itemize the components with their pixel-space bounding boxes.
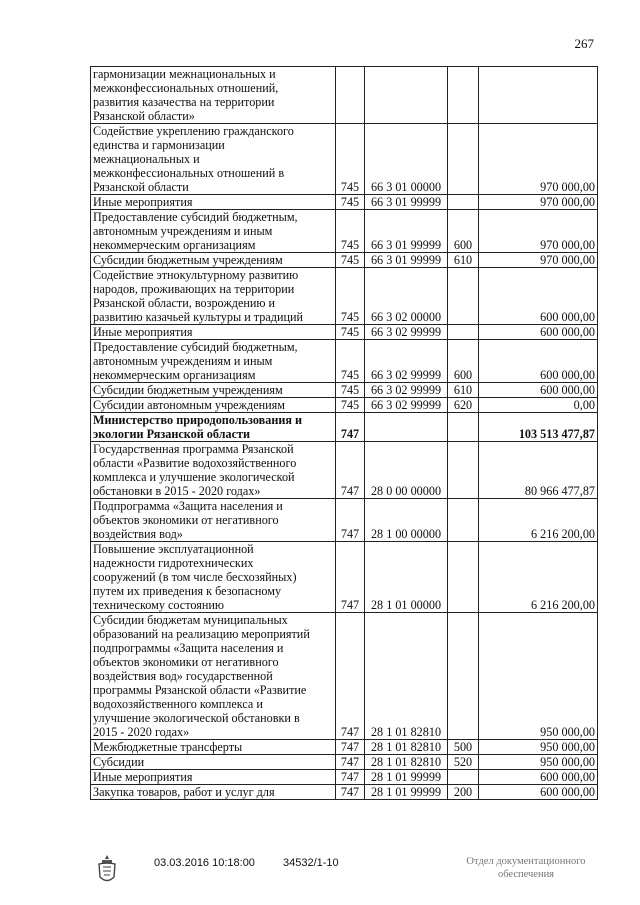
footer-date: 03.03.2016 10:18:00 <box>154 857 255 869</box>
row-name: Содействие этнокультурному развитию народов, проживающих на территории Рязанской области, возрождению и развитию казачьей культуры и традиций <box>91 268 336 325</box>
row-ved-code: 745 <box>336 383 365 398</box>
row-csr-code: 66 3 02 99999 <box>365 325 448 340</box>
row-sum <box>479 67 598 124</box>
row-ved-code: 745 <box>336 268 365 325</box>
row-csr-code: 28 1 01 00000 <box>365 542 448 613</box>
row-sum: 970 000,00 <box>479 210 598 253</box>
row-csr-code: 66 3 02 00000 <box>365 268 448 325</box>
row-vr-code <box>448 67 479 124</box>
row-sum: 600 000,00 <box>479 785 598 800</box>
row-ved-code: 745 <box>336 210 365 253</box>
table-row <box>91 442 598 499</box>
row-sum: 80 966 477,87 <box>479 442 598 499</box>
row-ved-code: 747 <box>336 785 365 800</box>
row-ved-code: 747 <box>336 613 365 740</box>
row-vr-code <box>448 770 479 785</box>
row-name: Субсидии <box>91 755 336 770</box>
row-ved-code: 747 <box>336 740 365 755</box>
row-csr-code: 28 1 01 99999 <box>365 770 448 785</box>
row-csr-code: 28 1 01 99999 <box>365 785 448 800</box>
row-csr-code <box>365 413 448 442</box>
row-ved-code: 745 <box>336 398 365 413</box>
row-sum: 600 000,00 <box>479 268 598 325</box>
table-row <box>91 770 598 785</box>
row-vr-code <box>448 613 479 740</box>
table-row <box>91 542 598 613</box>
row-csr-code: 66 3 01 99999 <box>365 253 448 268</box>
row-csr-code: 66 3 01 99999 <box>365 195 448 210</box>
row-sum: 950 000,00 <box>479 613 598 740</box>
row-vr-code <box>448 413 479 442</box>
row-name: Государственная программа Рязанской области «Развитие водохозяйственного комплекса и улучшение экологической обстановки в 2015 - 2020 годах» <box>91 442 336 499</box>
row-csr-code: 28 0 00 00000 <box>365 442 448 499</box>
row-vr-code: 610 <box>448 383 479 398</box>
row-sum: 103 513 477,87 <box>479 413 598 442</box>
row-name: Подпрограмма «Защита населения и объектов экономики от негативного воздействия вод» <box>91 499 336 542</box>
row-ved-code: 745 <box>336 124 365 195</box>
row-csr-code: 28 1 01 82810 <box>365 755 448 770</box>
row-vr-code <box>448 268 479 325</box>
row-vr-code <box>448 124 479 195</box>
table-row <box>91 67 598 124</box>
row-name: Министерство природопользования и экологии Рязанской области <box>91 413 336 442</box>
row-sum: 950 000,00 <box>479 755 598 770</box>
row-vr-code: 620 <box>448 398 479 413</box>
row-ved-code <box>336 67 365 124</box>
row-vr-code <box>448 325 479 340</box>
row-ved-code: 747 <box>336 542 365 613</box>
row-sum: 6 216 200,00 <box>479 542 598 613</box>
row-name: Межбюджетные трансферты <box>91 740 336 755</box>
row-csr-code: 66 3 02 99999 <box>365 398 448 413</box>
row-name: Субсидии автономным учреждениям <box>91 398 336 413</box>
row-sum: 970 000,00 <box>479 124 598 195</box>
table-row <box>91 383 598 398</box>
table-row <box>91 325 598 340</box>
row-vr-code <box>448 195 479 210</box>
row-name: Субсидии бюджетным учреждениям <box>91 383 336 398</box>
row-vr-code: 600 <box>448 340 479 383</box>
table-row <box>91 268 598 325</box>
row-csr-code: 66 3 01 00000 <box>365 124 448 195</box>
table-row <box>91 499 598 542</box>
table-row <box>91 785 598 800</box>
row-ved-code: 747 <box>336 755 365 770</box>
budget-table <box>90 66 598 800</box>
table-row <box>91 210 598 253</box>
budget-table-body <box>91 67 598 800</box>
row-vr-code: 500 <box>448 740 479 755</box>
row-name: Закупка товаров, работ и услуг для <box>91 785 336 800</box>
row-vr-code: 600 <box>448 210 479 253</box>
emblem-icon <box>96 853 118 885</box>
row-name: Содействие укреплению гражданского единства и гармонизации межнациональных и межконфессиональных отношений в Рязанской области <box>91 124 336 195</box>
row-sum: 6 216 200,00 <box>479 499 598 542</box>
row-vr-code: 200 <box>448 785 479 800</box>
row-vr-code <box>448 542 479 613</box>
row-sum: 950 000,00 <box>479 740 598 755</box>
row-ved-code: 747 <box>336 413 365 442</box>
row-name: Повышение эксплуатационной надежности гидротехнических сооружений (в том числе бесхозяйных) путем их приведения к безопасному техническому состоянию <box>91 542 336 613</box>
row-csr-code: 28 1 01 82810 <box>365 740 448 755</box>
table-row <box>91 195 598 210</box>
row-name: Иные мероприятия <box>91 770 336 785</box>
row-sum: 600 000,00 <box>479 340 598 383</box>
row-sum: 970 000,00 <box>479 253 598 268</box>
row-name: Субсидии бюджетным учреждениям <box>91 253 336 268</box>
row-vr-code: 610 <box>448 253 479 268</box>
table-row <box>91 253 598 268</box>
table-row <box>91 613 598 740</box>
row-name: Предоставление субсидий бюджетным, автономным учреждениям и иным некоммерческим организациям <box>91 210 336 253</box>
row-name: Иные мероприятия <box>91 195 336 210</box>
table-row <box>91 413 598 442</box>
row-name: гармонизации межнациональных и межконфессиональных отношений, развития казачества на территории Рязанской области» <box>91 67 336 124</box>
row-vr-code <box>448 442 479 499</box>
row-name: Предоставление субсидий бюджетным, автономным учреждениям и иным некоммерческим организациям <box>91 340 336 383</box>
row-ved-code: 745 <box>336 325 365 340</box>
row-ved-code: 745 <box>336 340 365 383</box>
row-csr-code: 66 3 02 99999 <box>365 383 448 398</box>
row-ved-code: 745 <box>336 253 365 268</box>
row-sum: 600 000,00 <box>479 383 598 398</box>
row-ved-code: 747 <box>336 770 365 785</box>
footer-doc-number: 34532/1-10 <box>283 857 339 869</box>
row-ved-code: 747 <box>336 442 365 499</box>
table-row <box>91 124 598 195</box>
table-row <box>91 740 598 755</box>
table-row <box>91 755 598 770</box>
row-sum: 600 000,00 <box>479 770 598 785</box>
row-sum: 0,00 <box>479 398 598 413</box>
row-csr-code: 66 3 01 99999 <box>365 210 448 253</box>
row-csr-code: 28 1 00 00000 <box>365 499 448 542</box>
row-csr-code: 66 3 02 99999 <box>365 340 448 383</box>
row-csr-code <box>365 67 448 124</box>
table-row <box>91 340 598 383</box>
footer-department: Отдел документационного обеспечения <box>466 856 586 880</box>
row-csr-code: 28 1 01 82810 <box>365 613 448 740</box>
row-name: Субсидии бюджетам муниципальных образований на реализацию мероприятий подпрограммы «Защита населения и объектов экономики от негативного воздействия вод» государственной программы Рязанской области «Развитие водохозяйственного комплекса и улучшение экологической обстановки в 2015 - 2020 годах» <box>91 613 336 740</box>
row-vr-code <box>448 499 479 542</box>
row-ved-code: 745 <box>336 195 365 210</box>
row-sum: 600 000,00 <box>479 325 598 340</box>
table-row <box>91 398 598 413</box>
row-sum: 970 000,00 <box>479 195 598 210</box>
row-name: Иные мероприятия <box>91 325 336 340</box>
page-footer <box>0 853 640 893</box>
row-vr-code: 520 <box>448 755 479 770</box>
page-number: 267 <box>574 36 594 51</box>
row-ved-code: 747 <box>336 499 365 542</box>
